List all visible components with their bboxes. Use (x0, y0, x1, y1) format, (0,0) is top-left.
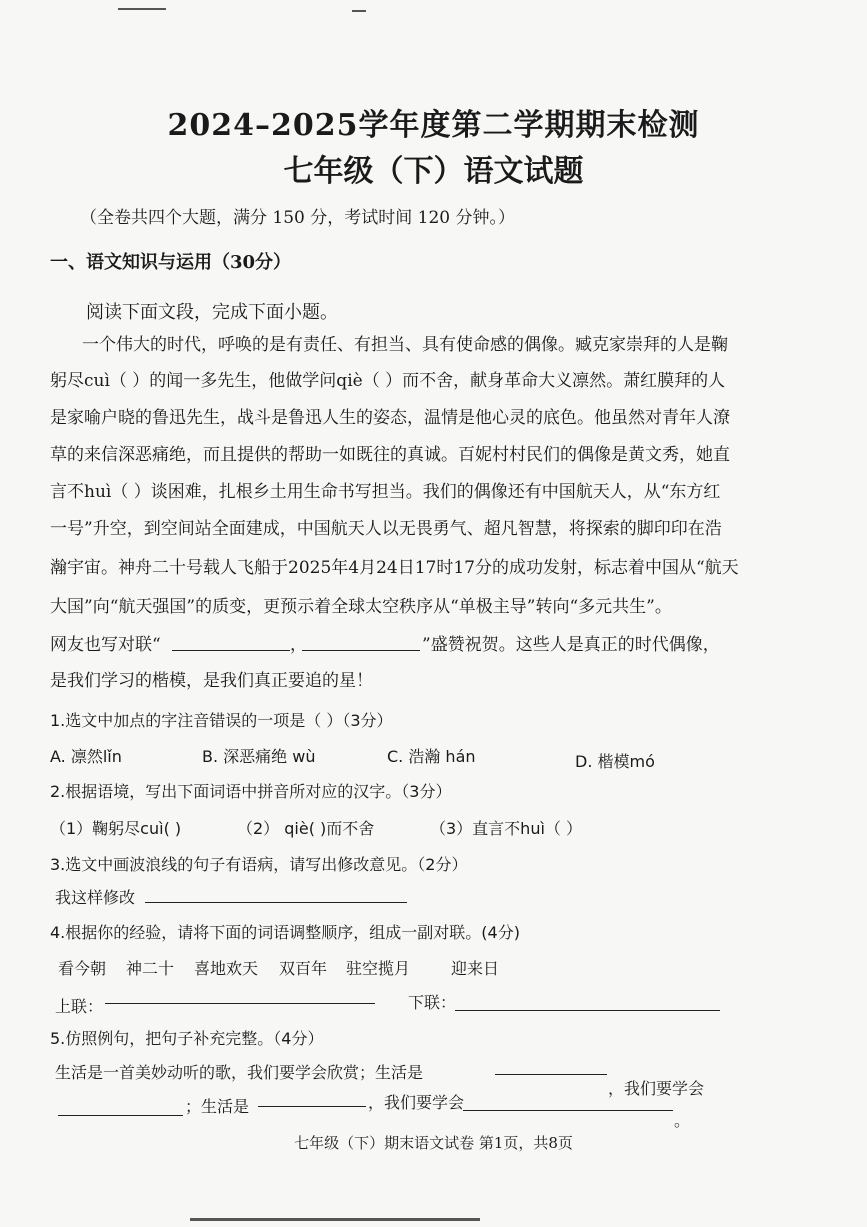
reading-intro: 阅读下面文段，完成下面小题。 (86, 302, 338, 323)
q4-word: 看今朝 (58, 959, 107, 978)
page-footer: 七年级（下）期末语文试卷 第1页，共8页 (294, 1134, 573, 1152)
q4-upper-label: 上联： (55, 997, 104, 1016)
passage-line: 草的来信深恶痛绝，而且提供的帮助一如既往的真诚。百妮村村民们的偶像是黄文秀，她直 (50, 445, 730, 465)
q5-line1-start: 生活是一首美妙动听的歌，我们要学会欣赏；生活是 (55, 1063, 424, 1082)
q5-line2-end: ，我们要学会 (368, 1093, 465, 1112)
scan-mark-top-left (118, 8, 166, 10)
q5-blank-4[interactable] (463, 1110, 673, 1111)
question-5: 5.仿照例句，把句子补充完整。（4分） (50, 1029, 324, 1048)
passage-line: 躬尽cuì（ ）的闻一多先生，他做学问qiè（ ）而不舍，献身革命大义凛然。萧红膜拜的人 (50, 371, 726, 391)
q4-word: 喜地欢天 (194, 959, 259, 978)
q4-upper-blank[interactable] (105, 1003, 375, 1004)
q1-option-b[interactable]: B. 深恶痛绝 wù (202, 747, 316, 766)
passage-line: 瀚宇宙。神舟二十号载人飞船于2025年4月24日17时17分的成功发射，标志着中国从“航天 (50, 558, 739, 578)
passage-line: 是我们学习的楷模，是我们真正要追的星！ (50, 671, 373, 691)
q3-answer-label: 我这样修改 (55, 888, 136, 907)
q4-lower-blank[interactable] (455, 1010, 720, 1011)
question-2: 2.根据语境，写出下面词语中拼音所对应的汉字。（3分） (50, 782, 452, 801)
q5-period: 。 (674, 1111, 691, 1130)
exam-subtitle: 七年级（下）语文试题 (283, 154, 584, 189)
section-heading: 一、语文知识与运用（30分） (50, 252, 292, 273)
passage-line: ， (290, 635, 307, 655)
q3-answer-blank[interactable] (145, 902, 407, 903)
q5-blank-2[interactable] (58, 1115, 183, 1116)
q4-word: 驻空揽月 (346, 959, 411, 978)
passage-line: 一号”升空，到空间站全面建成，中国航天人以无畏勇气、超凡智慧，将探索的脚印印在浩 (50, 519, 722, 539)
q5-blank-3[interactable] (258, 1106, 366, 1107)
scan-mark-top-mid (352, 10, 366, 12)
q2-item-2[interactable]: （2） qiè( )而不舍 (237, 819, 375, 838)
exam-note: （全卷共四个大题，满分 150 分，考试时间 120 分钟。） (80, 208, 516, 228)
q1-option-d[interactable]: D. 楷模mó (575, 752, 655, 771)
q1-option-c[interactable]: C. 浩瀚 hán (387, 747, 476, 766)
passage-line: 是家喻户晓的鲁迅先生，战斗是鲁迅人生的姿态，温情是他心灵的底色。他虽然对青年人潦 (50, 408, 730, 428)
passage-line: 网友也写对联“ (50, 635, 161, 655)
passage-line: ”盛赞祝贺。这些人是真正的时代偶像， (422, 635, 720, 655)
exam-title: 2024–2025学年度第二学期期末检测 (167, 108, 700, 143)
q2-item-3[interactable]: （3）直言不huì（ ） (430, 819, 582, 838)
question-3: 3.选文中画波浪线的句子有语病，请写出修改意见。（2分） (50, 855, 468, 874)
couplet-blank-2[interactable] (302, 650, 420, 651)
couplet-blank-1[interactable] (172, 650, 290, 651)
passage-line: 言不huì（ ）谈困难，扎根乡土用生命书写担当。我们的偶像还有中国航天人，从“东方红 (50, 482, 721, 502)
q5-blank-1[interactable] (495, 1074, 607, 1075)
q2-item-1[interactable]: （1）鞠躬尽cuì( ) (50, 819, 182, 838)
question-1: 1.选文中加点的字注音错误的一项是（ ）（3分） (50, 711, 393, 730)
passage-line: 一个伟大的时代，呼唤的是有责任、有担当、具有使命感的偶像。臧克家崇拜的人是鞠 (82, 335, 728, 355)
q5-line2-mid: ；生活是 (185, 1097, 250, 1116)
q5-line1-end: ，我们要学会 (608, 1079, 705, 1098)
scan-mark-bottom (190, 1218, 480, 1221)
passage-line: 大国”向“航天强国”的质变，更预示着全球太空秩序从“单极主导”转向“多元共生”。 (50, 597, 672, 617)
question-4: 4.根据你的经验，请将下面的词语调整顺序，组成一副对联。(4分) (50, 923, 520, 942)
q4-word: 迎来日 (451, 959, 500, 978)
q1-option-a[interactable]: A. 凛然lǐn (50, 747, 122, 766)
q4-word: 双百年 (279, 959, 328, 978)
q4-lower-label: 下联： (408, 993, 457, 1012)
q4-word: 神二十 (126, 959, 175, 978)
